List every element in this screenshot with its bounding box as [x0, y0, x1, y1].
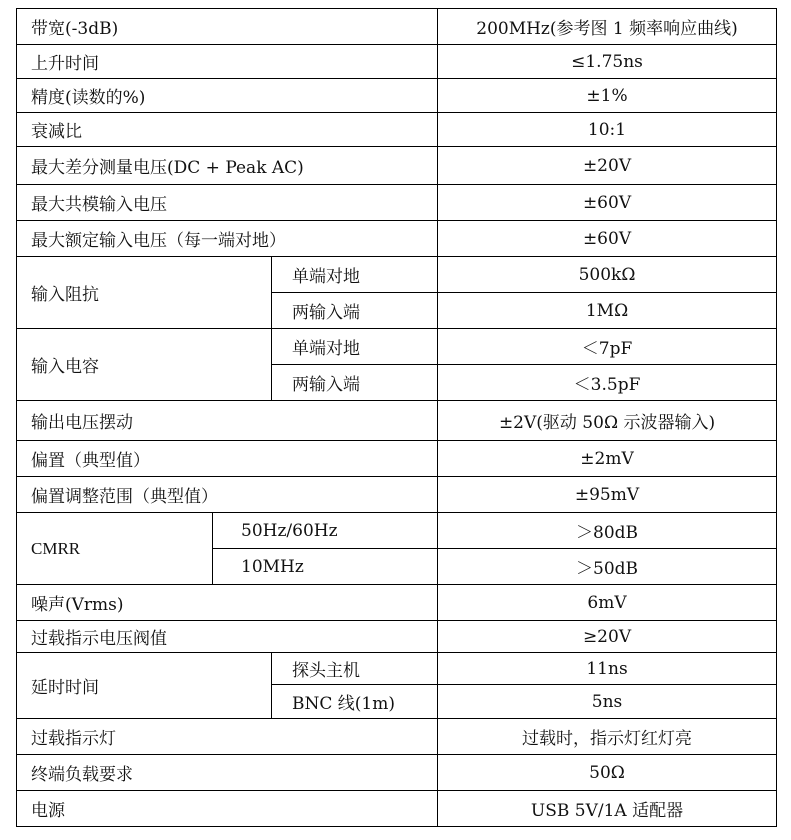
row-max-rated-input [17, 221, 777, 257]
input-capacitance-single-value: ＜7pF [438, 329, 777, 365]
row-input-impedance-single [17, 257, 777, 293]
input-capacitance-diff-label: 两输入端 [272, 365, 438, 401]
overload-threshold-value: ≥20V [438, 621, 777, 653]
offset-value: ±2mV [438, 441, 777, 477]
attenuation-value: 10:1 [438, 113, 777, 147]
row-overload-led [17, 719, 777, 755]
row-rise-time [17, 45, 777, 79]
input-capacitance-single-label: 单端对地 [272, 329, 438, 365]
rise-time-value: ≤1.75ns [438, 45, 777, 79]
row-termination [17, 755, 777, 791]
termination-value: 50Ω [438, 755, 777, 791]
row-overload-threshold [17, 621, 777, 653]
power-value: USB 5V/1A 适配器 [438, 791, 777, 827]
delay-probe-value: 11ns [438, 653, 777, 685]
row-noise [17, 585, 777, 621]
cmrr-high-value: ＞50dB [438, 549, 777, 585]
noise-label: 噪声(Vrms) [17, 585, 438, 621]
max-rated-input-label: 最大额定输入电压（每一端对地） [17, 221, 438, 257]
overload-threshold-label: 过载指示电压阀值 [17, 621, 438, 653]
termination-label: 终端负载要求 [17, 755, 438, 791]
input-capacitance-diff-value: ＜3.5pF [438, 365, 777, 401]
input-capacitance-label: 输入电容 [17, 329, 272, 401]
row-accuracy [17, 79, 777, 113]
offset-adjust-label: 偏置调整范围（典型值） [17, 477, 438, 513]
offset-adjust-value: ±95mV [438, 477, 777, 513]
delay-bnc-value: 5ns [438, 685, 777, 719]
cmrr-low-value: ＞80dB [438, 513, 777, 549]
delay-probe-label: 探头主机 [272, 653, 438, 685]
delay-bnc-label: BNC 线(1m) [272, 685, 438, 719]
power-label: 电源 [17, 791, 438, 827]
input-impedance-single-label: 单端对地 [272, 257, 438, 293]
row-delay-probe [17, 653, 777, 685]
input-impedance-label: 输入阻抗 [17, 257, 272, 329]
output-swing-value: ±2V(驱动 50Ω 示波器输入) [438, 401, 777, 441]
input-impedance-single-value: 500kΩ [438, 257, 777, 293]
cmrr-label: CMRR [17, 513, 213, 585]
max-diff-voltage-label: 最大差分测量电压(DC + Peak AC) [17, 147, 438, 185]
row-power [17, 791, 777, 827]
row-cmrr-low [17, 513, 777, 549]
specifications-table [16, 8, 777, 827]
bandwidth-label: 带宽(-3dB) [17, 9, 438, 45]
max-rated-input-value: ±60V [438, 221, 777, 257]
row-output-swing [17, 401, 777, 441]
row-offset [17, 441, 777, 477]
row-bandwidth [17, 9, 777, 45]
input-impedance-diff-value: 1MΩ [438, 293, 777, 329]
delay-label: 延时时间 [17, 653, 272, 719]
row-max-diff-voltage [17, 147, 777, 185]
offset-label: 偏置（典型值） [17, 441, 438, 477]
spec-sheet [16, 8, 777, 827]
accuracy-value: ±1% [438, 79, 777, 113]
cmrr-high-label: 10MHz [213, 549, 438, 585]
input-impedance-diff-label: 两输入端 [272, 293, 438, 329]
output-swing-label: 输出电压摆动 [17, 401, 438, 441]
accuracy-label: 精度(读数的%) [17, 79, 438, 113]
max-common-mode-label: 最大共模输入电压 [17, 185, 438, 221]
cmrr-low-label: 50Hz/60Hz [213, 513, 438, 549]
row-attenuation [17, 113, 777, 147]
bandwidth-value: 200MHz(参考图 1 频率响应曲线) [438, 9, 777, 45]
noise-value: 6mV [438, 585, 777, 621]
overload-led-label: 过载指示灯 [17, 719, 438, 755]
row-max-common-mode [17, 185, 777, 221]
max-diff-voltage-value: ±20V [438, 147, 777, 185]
row-offset-adjust [17, 477, 777, 513]
rise-time-label: 上升时间 [17, 45, 438, 79]
overload-led-value: 过载时，指示灯红灯亮 [438, 719, 777, 755]
max-common-mode-value: ±60V [438, 185, 777, 221]
row-input-capacitance-single [17, 329, 777, 365]
attenuation-label: 衰减比 [17, 113, 438, 147]
